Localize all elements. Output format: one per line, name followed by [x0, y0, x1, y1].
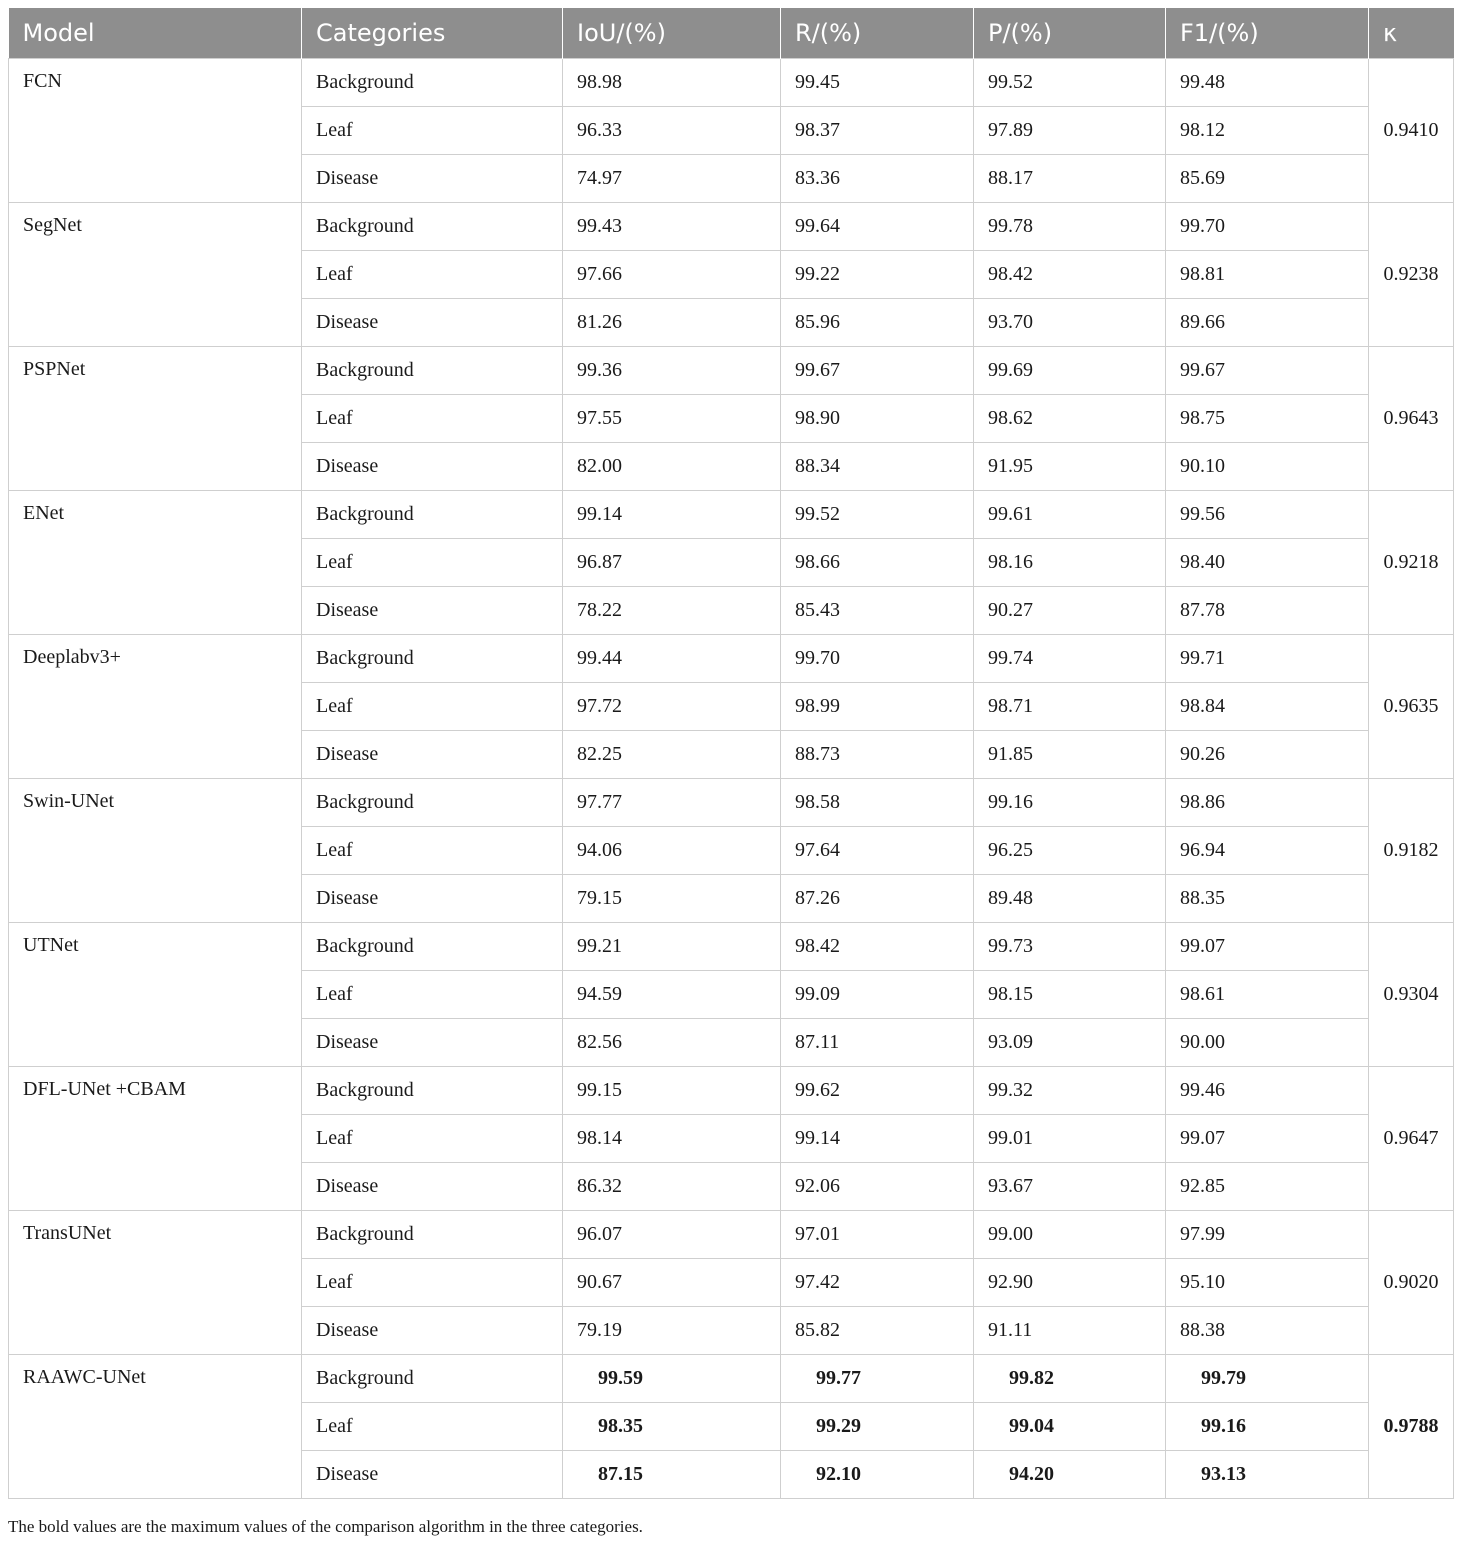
- results-table: [8, 8, 1454, 1499]
- f1-cell: 90.00: [1166, 1019, 1369, 1067]
- table-row: [9, 635, 1454, 683]
- category-cell: Leaf: [302, 827, 563, 875]
- precision-cell: 94.20: [974, 1451, 1166, 1499]
- iou-cell: 79.15: [563, 875, 781, 923]
- precision-cell: 99.73: [974, 923, 1166, 971]
- header-precision: P/(%): [974, 8, 1166, 59]
- recall-cell: 98.37: [781, 107, 974, 155]
- f1-cell: 98.75: [1166, 395, 1369, 443]
- category-cell: Leaf: [302, 1115, 563, 1163]
- table-row: [9, 491, 1454, 539]
- category-cell: Disease: [302, 731, 563, 779]
- kappa-cell: 0.9020: [1369, 1211, 1454, 1355]
- recall-cell: 97.01: [781, 1211, 974, 1259]
- f1-cell: 97.99: [1166, 1211, 1369, 1259]
- recall-cell: 99.70: [781, 635, 974, 683]
- table-row: [9, 1211, 1454, 1259]
- iou-cell: 94.59: [563, 971, 781, 1019]
- f1-cell: 99.16: [1166, 1403, 1369, 1451]
- recall-cell: 99.52: [781, 491, 974, 539]
- header-categories: Categories: [302, 8, 563, 59]
- precision-cell: 98.71: [974, 683, 1166, 731]
- recall-cell: 87.26: [781, 875, 974, 923]
- iou-cell: 99.15: [563, 1067, 781, 1115]
- iou-cell: 99.59: [563, 1355, 781, 1403]
- iou-cell: 99.43: [563, 203, 781, 251]
- iou-cell: 82.00: [563, 443, 781, 491]
- recall-cell: 99.09: [781, 971, 974, 1019]
- iou-cell: 78.22: [563, 587, 781, 635]
- model-name-cell: Swin-UNet: [9, 779, 302, 923]
- model-name-cell: RAAWC-UNet: [9, 1355, 302, 1499]
- category-cell: Disease: [302, 299, 563, 347]
- precision-cell: 99.69: [974, 347, 1166, 395]
- table-footnote: The bold values are the maximum values of the comparison algorithm in the three categories.: [8, 1517, 643, 1536]
- table-row: [9, 59, 1454, 107]
- table-body: [9, 59, 1454, 1499]
- precision-cell: 91.85: [974, 731, 1166, 779]
- precision-cell: 96.25: [974, 827, 1166, 875]
- kappa-cell: 0.9410: [1369, 59, 1454, 203]
- category-cell: Disease: [302, 155, 563, 203]
- f1-cell: 99.70: [1166, 203, 1369, 251]
- kappa-cell: 0.9304: [1369, 923, 1454, 1067]
- iou-cell: 97.55: [563, 395, 781, 443]
- f1-cell: 98.86: [1166, 779, 1369, 827]
- header-recall: R/(%): [781, 8, 974, 59]
- recall-cell: 99.14: [781, 1115, 974, 1163]
- recall-cell: 85.43: [781, 587, 974, 635]
- kappa-cell: 0.9238: [1369, 203, 1454, 347]
- category-cell: Leaf: [302, 251, 563, 299]
- recall-cell: 92.06: [781, 1163, 974, 1211]
- category-cell: Leaf: [302, 395, 563, 443]
- recall-cell: 99.77: [781, 1355, 974, 1403]
- recall-cell: 99.45: [781, 59, 974, 107]
- table-row: [9, 923, 1454, 971]
- category-cell: Disease: [302, 1163, 563, 1211]
- precision-cell: 99.52: [974, 59, 1166, 107]
- iou-cell: 99.36: [563, 347, 781, 395]
- precision-cell: 92.90: [974, 1259, 1166, 1307]
- recall-cell: 97.42: [781, 1259, 974, 1307]
- iou-cell: 79.19: [563, 1307, 781, 1355]
- recall-cell: 98.58: [781, 779, 974, 827]
- iou-cell: 96.07: [563, 1211, 781, 1259]
- recall-cell: 98.99: [781, 683, 974, 731]
- recall-cell: 98.42: [781, 923, 974, 971]
- precision-cell: 97.89: [974, 107, 1166, 155]
- category-cell: Disease: [302, 1307, 563, 1355]
- category-cell: Background: [302, 1355, 563, 1403]
- recall-cell: 88.73: [781, 731, 974, 779]
- recall-cell: 98.90: [781, 395, 974, 443]
- precision-cell: 93.67: [974, 1163, 1166, 1211]
- iou-cell: 97.72: [563, 683, 781, 731]
- category-cell: Disease: [302, 1451, 563, 1499]
- iou-cell: 99.44: [563, 635, 781, 683]
- iou-cell: 98.14: [563, 1115, 781, 1163]
- recall-cell: 99.22: [781, 251, 974, 299]
- header-f1: F1/(%): [1166, 8, 1369, 59]
- model-name-cell: FCN: [9, 59, 302, 203]
- iou-cell: 98.98: [563, 59, 781, 107]
- precision-cell: 89.48: [974, 875, 1166, 923]
- precision-cell: 99.74: [974, 635, 1166, 683]
- category-cell: Background: [302, 203, 563, 251]
- table-row: [9, 779, 1454, 827]
- f1-cell: 90.10: [1166, 443, 1369, 491]
- precision-cell: 88.17: [974, 155, 1166, 203]
- precision-cell: 98.16: [974, 539, 1166, 587]
- f1-cell: 98.81: [1166, 251, 1369, 299]
- category-cell: Background: [302, 1211, 563, 1259]
- iou-cell: 87.15: [563, 1451, 781, 1499]
- recall-cell: 99.67: [781, 347, 974, 395]
- category-cell: Leaf: [302, 683, 563, 731]
- header-row: [9, 8, 1454, 59]
- iou-cell: 81.26: [563, 299, 781, 347]
- recall-cell: 85.82: [781, 1307, 974, 1355]
- header-model: Model: [9, 8, 302, 59]
- f1-cell: 98.40: [1166, 539, 1369, 587]
- f1-cell: 88.35: [1166, 875, 1369, 923]
- kappa-cell: 0.9788: [1369, 1355, 1454, 1499]
- model-name-cell: ENet: [9, 491, 302, 635]
- iou-cell: 97.77: [563, 779, 781, 827]
- category-cell: Leaf: [302, 1403, 563, 1451]
- kappa-cell: 0.9635: [1369, 635, 1454, 779]
- category-cell: Background: [302, 923, 563, 971]
- f1-cell: 99.07: [1166, 1115, 1369, 1163]
- category-cell: Disease: [302, 587, 563, 635]
- model-name-cell: PSPNet: [9, 347, 302, 491]
- recall-cell: 88.34: [781, 443, 974, 491]
- f1-cell: 98.61: [1166, 971, 1369, 1019]
- category-cell: Leaf: [302, 1259, 563, 1307]
- precision-cell: 98.15: [974, 971, 1166, 1019]
- category-cell: Disease: [302, 1019, 563, 1067]
- f1-cell: 99.56: [1166, 491, 1369, 539]
- recall-cell: 87.11: [781, 1019, 974, 1067]
- precision-cell: 98.42: [974, 251, 1166, 299]
- category-cell: Leaf: [302, 539, 563, 587]
- recall-cell: 85.96: [781, 299, 974, 347]
- precision-cell: 90.27: [974, 587, 1166, 635]
- recall-cell: 99.64: [781, 203, 974, 251]
- precision-cell: 98.62: [974, 395, 1166, 443]
- category-cell: Background: [302, 1067, 563, 1115]
- recall-cell: 99.29: [781, 1403, 974, 1451]
- f1-cell: 99.07: [1166, 923, 1369, 971]
- f1-cell: 99.67: [1166, 347, 1369, 395]
- f1-cell: 88.38: [1166, 1307, 1369, 1355]
- iou-cell: 90.67: [563, 1259, 781, 1307]
- results-table-container: [8, 8, 1453, 1499]
- recall-cell: 92.10: [781, 1451, 974, 1499]
- recall-cell: 99.62: [781, 1067, 974, 1115]
- model-name-cell: SegNet: [9, 203, 302, 347]
- f1-cell: 99.46: [1166, 1067, 1369, 1115]
- f1-cell: 89.66: [1166, 299, 1369, 347]
- category-cell: Background: [302, 779, 563, 827]
- category-cell: Leaf: [302, 971, 563, 1019]
- kappa-cell: 0.9647: [1369, 1067, 1454, 1211]
- precision-cell: 99.16: [974, 779, 1166, 827]
- model-name-cell: DFL-UNet +CBAM: [9, 1067, 302, 1211]
- precision-cell: 99.78: [974, 203, 1166, 251]
- header-iou: IoU/(%): [563, 8, 781, 59]
- model-name-cell: Deeplabv3+: [9, 635, 302, 779]
- f1-cell: 98.12: [1166, 107, 1369, 155]
- precision-cell: 99.04: [974, 1403, 1166, 1451]
- iou-cell: 82.25: [563, 731, 781, 779]
- iou-cell: 96.33: [563, 107, 781, 155]
- precision-cell: 99.32: [974, 1067, 1166, 1115]
- category-cell: Leaf: [302, 107, 563, 155]
- category-cell: Background: [302, 59, 563, 107]
- recall-cell: 83.36: [781, 155, 974, 203]
- precision-cell: 91.11: [974, 1307, 1166, 1355]
- kappa-cell: 0.9643: [1369, 347, 1454, 491]
- table-row: [9, 347, 1454, 395]
- precision-cell: 99.82: [974, 1355, 1166, 1403]
- kappa-cell: 0.9182: [1369, 779, 1454, 923]
- iou-cell: 96.87: [563, 539, 781, 587]
- model-name-cell: UTNet: [9, 923, 302, 1067]
- iou-cell: 97.66: [563, 251, 781, 299]
- f1-cell: 95.10: [1166, 1259, 1369, 1307]
- precision-cell: 99.01: [974, 1115, 1166, 1163]
- recall-cell: 97.64: [781, 827, 974, 875]
- f1-cell: 99.71: [1166, 635, 1369, 683]
- header-kappa: κ: [1369, 8, 1454, 59]
- precision-cell: 99.00: [974, 1211, 1166, 1259]
- table-row: [9, 1067, 1454, 1115]
- iou-cell: 99.14: [563, 491, 781, 539]
- model-name-cell: TransUNet: [9, 1211, 302, 1355]
- category-cell: Background: [302, 347, 563, 395]
- iou-cell: 98.35: [563, 1403, 781, 1451]
- iou-cell: 74.97: [563, 155, 781, 203]
- precision-cell: 99.61: [974, 491, 1166, 539]
- f1-cell: 98.84: [1166, 683, 1369, 731]
- iou-cell: 82.56: [563, 1019, 781, 1067]
- category-cell: Disease: [302, 443, 563, 491]
- f1-cell: 85.69: [1166, 155, 1369, 203]
- precision-cell: 93.70: [974, 299, 1166, 347]
- precision-cell: 91.95: [974, 443, 1166, 491]
- f1-cell: 99.79: [1166, 1355, 1369, 1403]
- iou-cell: 86.32: [563, 1163, 781, 1211]
- iou-cell: 99.21: [563, 923, 781, 971]
- f1-cell: 93.13: [1166, 1451, 1369, 1499]
- f1-cell: 99.48: [1166, 59, 1369, 107]
- precision-cell: 93.09: [974, 1019, 1166, 1067]
- category-cell: Background: [302, 491, 563, 539]
- f1-cell: 96.94: [1166, 827, 1369, 875]
- f1-cell: 87.78: [1166, 587, 1369, 635]
- table-row: [9, 203, 1454, 251]
- f1-cell: 90.26: [1166, 731, 1369, 779]
- iou-cell: 94.06: [563, 827, 781, 875]
- table-row: [9, 1355, 1454, 1403]
- kappa-cell: 0.9218: [1369, 491, 1454, 635]
- category-cell: Background: [302, 635, 563, 683]
- category-cell: Disease: [302, 875, 563, 923]
- f1-cell: 92.85: [1166, 1163, 1369, 1211]
- recall-cell: 98.66: [781, 539, 974, 587]
